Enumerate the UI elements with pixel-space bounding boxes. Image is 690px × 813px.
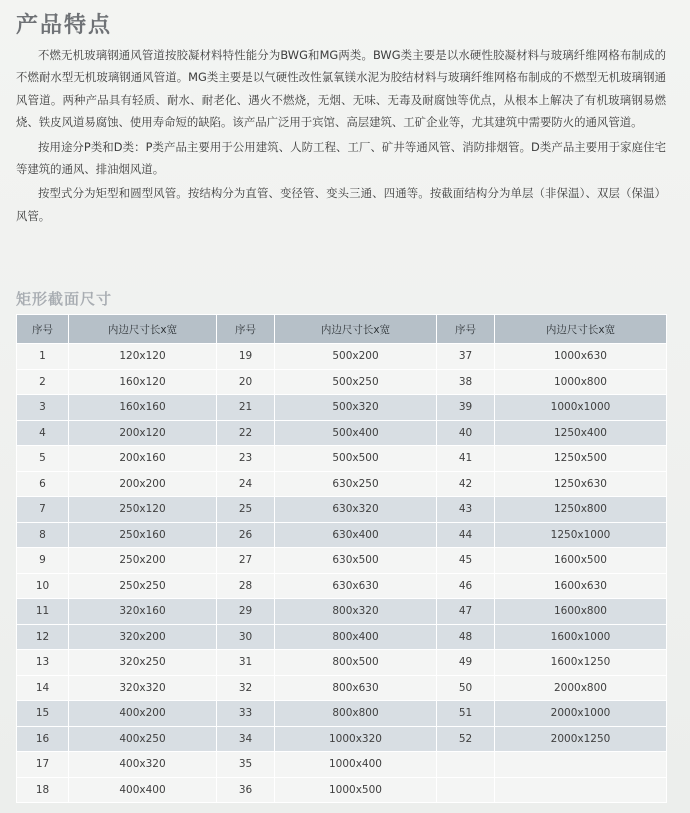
cell-index: 17 xyxy=(17,752,69,778)
cell-size: 1600x800 xyxy=(495,599,667,625)
cell-size: 400x200 xyxy=(69,701,217,727)
cell-index: 39 xyxy=(437,395,495,421)
table-row xyxy=(17,471,667,497)
cell-size: 200x200 xyxy=(69,471,217,497)
cell-index: 7 xyxy=(17,497,69,523)
paragraph-usage: 按用途分P类和D类：P类产品主要用于公用建筑、人防工程、工厂、矿井等通风管、消防排烟管。D类产品主要用于家庭住宅等建筑的通风、排油烟风道。 xyxy=(16,139,666,177)
cell-size: 630x400 xyxy=(275,522,437,548)
intro-text xyxy=(16,44,666,229)
cell-size: 500x320 xyxy=(275,395,437,421)
cell-index: 50 xyxy=(437,675,495,701)
header-size-3: 内边尺寸长x宽 xyxy=(495,315,667,344)
cell-size: 630x630 xyxy=(275,573,437,599)
cell-size: 320x250 xyxy=(69,650,217,676)
table-row xyxy=(17,497,667,523)
header-size-2: 内边尺寸长x宽 xyxy=(275,315,437,344)
cell-index: 45 xyxy=(437,548,495,574)
cell-size: 120x120 xyxy=(69,344,217,370)
cell-size: 800x320 xyxy=(275,599,437,625)
cell-index: 2 xyxy=(17,369,69,395)
cell-size: 250x250 xyxy=(69,573,217,599)
table-row xyxy=(17,446,667,472)
table-row xyxy=(17,395,667,421)
cell-index: 10 xyxy=(17,573,69,599)
table-row xyxy=(17,752,667,778)
table-row xyxy=(17,522,667,548)
cell-index: 38 xyxy=(437,369,495,395)
cell-size: 1250x630 xyxy=(495,471,667,497)
cell-index: 25 xyxy=(217,497,275,523)
table-row xyxy=(17,777,667,803)
cell-size xyxy=(495,777,667,803)
cell-size: 2000x1250 xyxy=(495,726,667,752)
table-row xyxy=(17,650,667,676)
cell-index: 26 xyxy=(217,522,275,548)
cell-index: 16 xyxy=(17,726,69,752)
cell-index: 14 xyxy=(17,675,69,701)
cell-size: 1600x630 xyxy=(495,573,667,599)
cell-size: 2000x1000 xyxy=(495,701,667,727)
cell-size: 250x160 xyxy=(69,522,217,548)
cell-index: 42 xyxy=(437,471,495,497)
cell-index: 31 xyxy=(217,650,275,676)
cell-size: 1600x500 xyxy=(495,548,667,574)
table-row xyxy=(17,344,667,370)
cell-size: 500x250 xyxy=(275,369,437,395)
cell-size: 200x120 xyxy=(69,420,217,446)
cell-index: 43 xyxy=(437,497,495,523)
cell-index: 23 xyxy=(217,446,275,472)
cell-index: 15 xyxy=(17,701,69,727)
cell-index: 44 xyxy=(437,522,495,548)
cell-index xyxy=(437,777,495,803)
cell-index: 6 xyxy=(17,471,69,497)
cell-index: 5 xyxy=(17,446,69,472)
cell-index: 28 xyxy=(217,573,275,599)
paragraph-materials: 不燃无机玻璃钢通风管道按胶凝材料特性能分为BWG和MG两类。BWG类主要是以水硬性胶凝材料与玻璃纤维网格布制成的不燃耐水型无机玻璃钢通风管道。MG类主要是以气硬性改性氯氧镁水泥为胶结材料与玻璃纤维网格布制成的不燃型无机玻璃钢通风管道。两种产品具有轻质、耐水、耐老化、遇火不燃烧，无烟、无味、无毒及耐腐蚀等优点，从根本上解决了有机玻璃钢易燃烧、铁皮风道易腐蚀、使用寿命短的缺陷。该产品广泛用于宾馆、高层建筑、工矿企业等，尤其建筑中需要防火的通风管道。 xyxy=(16,48,666,130)
cell-index: 27 xyxy=(217,548,275,574)
cell-size: 400x320 xyxy=(69,752,217,778)
cell-size: 160x120 xyxy=(69,369,217,395)
table-row xyxy=(17,369,667,395)
paragraph-structure: 按型式分为矩型和圆型风管。按结构分为直管、变径管、变头三通、四通等。按截面结构分为单层（非保温）、双层（保温）风管。 xyxy=(16,186,666,223)
header-index-2: 序号 xyxy=(217,315,275,344)
cell-index: 18 xyxy=(17,777,69,803)
cell-index: 52 xyxy=(437,726,495,752)
cell-index: 13 xyxy=(17,650,69,676)
cell-size: 320x160 xyxy=(69,599,217,625)
cell-index: 22 xyxy=(217,420,275,446)
cell-index: 49 xyxy=(437,650,495,676)
cell-size: 1000x500 xyxy=(275,777,437,803)
cell-size: 500x500 xyxy=(275,446,437,472)
cell-index: 3 xyxy=(17,395,69,421)
cell-index: 11 xyxy=(17,599,69,625)
cell-index: 9 xyxy=(17,548,69,574)
cell-size: 250x120 xyxy=(69,497,217,523)
cell-size: 630x500 xyxy=(275,548,437,574)
cell-size: 500x400 xyxy=(275,420,437,446)
cell-size: 160x160 xyxy=(69,395,217,421)
table-row xyxy=(17,624,667,650)
cell-size: 1000x630 xyxy=(495,344,667,370)
cell-index: 20 xyxy=(217,369,275,395)
cell-index: 35 xyxy=(217,752,275,778)
header-index-3: 序号 xyxy=(437,315,495,344)
cell-index: 32 xyxy=(217,675,275,701)
cell-index: 4 xyxy=(17,420,69,446)
cell-index: 36 xyxy=(217,777,275,803)
header-index-1: 序号 xyxy=(17,315,69,344)
cell-size: 1000x400 xyxy=(275,752,437,778)
cell-index: 8 xyxy=(17,522,69,548)
cell-size: 400x400 xyxy=(69,777,217,803)
cell-size: 1250x800 xyxy=(495,497,667,523)
page-title: 产品特点 xyxy=(16,13,113,38)
cell-size: 320x200 xyxy=(69,624,217,650)
cell-size: 1600x1250 xyxy=(495,650,667,676)
table-row xyxy=(17,548,667,574)
cell-size: 800x400 xyxy=(275,624,437,650)
cell-size: 1250x1000 xyxy=(495,522,667,548)
section-title: 矩形截面尺寸 xyxy=(16,290,113,308)
cell-index: 24 xyxy=(217,471,275,497)
cell-index: 1 xyxy=(17,344,69,370)
cell-index: 41 xyxy=(437,446,495,472)
cell-index: 29 xyxy=(217,599,275,625)
cell-size: 800x500 xyxy=(275,650,437,676)
cell-size: 2000x800 xyxy=(495,675,667,701)
cell-size: 200x160 xyxy=(69,446,217,472)
cell-size: 1600x1000 xyxy=(495,624,667,650)
cell-index: 47 xyxy=(437,599,495,625)
cell-size: 250x200 xyxy=(69,548,217,574)
cell-index: 33 xyxy=(217,701,275,727)
cell-index: 37 xyxy=(437,344,495,370)
table-header-row xyxy=(17,315,667,344)
cell-index: 30 xyxy=(217,624,275,650)
cell-size: 630x320 xyxy=(275,497,437,523)
cell-size: 1250x400 xyxy=(495,420,667,446)
table-row xyxy=(17,726,667,752)
cell-size: 1000x320 xyxy=(275,726,437,752)
header-size-1: 内边尺寸长x宽 xyxy=(69,315,217,344)
cell-index: 21 xyxy=(217,395,275,421)
table-row xyxy=(17,573,667,599)
cell-index xyxy=(437,752,495,778)
cell-size: 800x630 xyxy=(275,675,437,701)
cell-index: 46 xyxy=(437,573,495,599)
cell-size: 1000x800 xyxy=(495,369,667,395)
size-table xyxy=(16,314,667,803)
cell-index: 12 xyxy=(17,624,69,650)
cell-size xyxy=(495,752,667,778)
cell-size: 800x800 xyxy=(275,701,437,727)
cell-index: 34 xyxy=(217,726,275,752)
cell-size: 500x200 xyxy=(275,344,437,370)
table-row xyxy=(17,599,667,625)
table-row xyxy=(17,675,667,701)
cell-index: 48 xyxy=(437,624,495,650)
table-body xyxy=(17,344,667,803)
cell-index: 40 xyxy=(437,420,495,446)
cell-size: 400x250 xyxy=(69,726,217,752)
cell-size: 1000x1000 xyxy=(495,395,667,421)
table-row xyxy=(17,701,667,727)
table-row xyxy=(17,420,667,446)
cell-index: 19 xyxy=(217,344,275,370)
cell-size: 1250x500 xyxy=(495,446,667,472)
cell-index: 51 xyxy=(437,701,495,727)
cell-size: 320x320 xyxy=(69,675,217,701)
cell-size: 630x250 xyxy=(275,471,437,497)
